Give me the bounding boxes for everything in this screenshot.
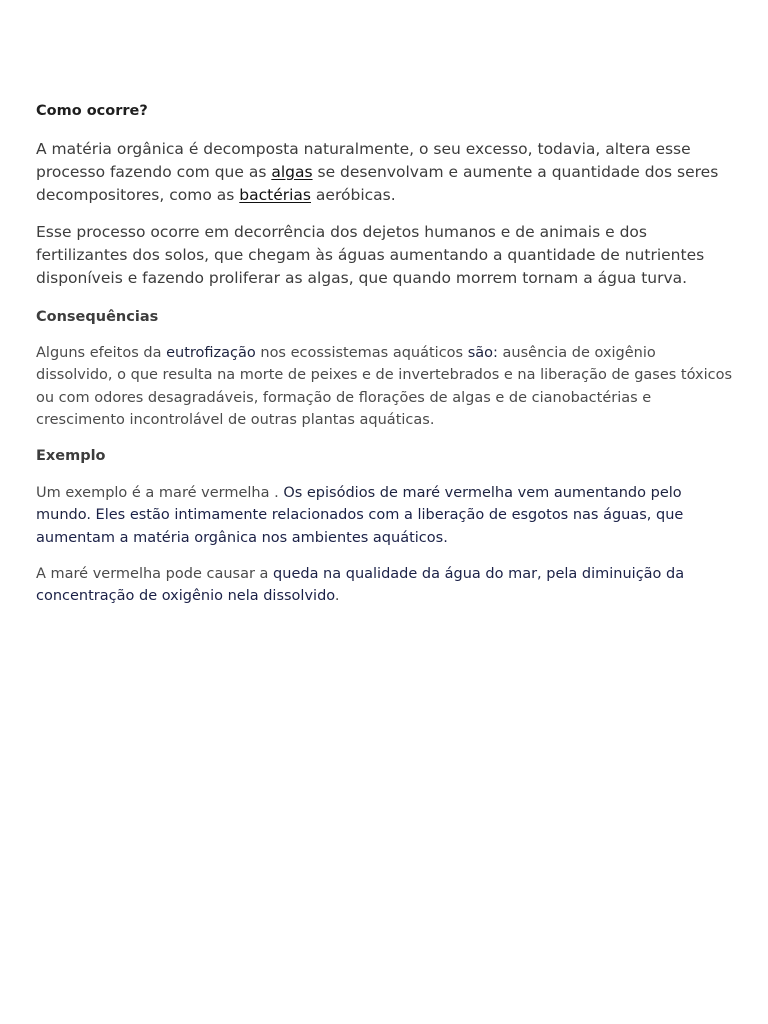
paragraph-efeitos	[36, 342, 736, 431]
heading-exemplo: Exemplo	[36, 448, 106, 465]
link-bacterias[interactable]: bactérias	[239, 186, 311, 204]
link-algas[interactable]: algas	[271, 163, 313, 181]
paragraph-mare-vermelha	[36, 563, 736, 608]
heading-consequencias: Consequências	[36, 309, 159, 325]
paragraph-decomposicao	[36, 138, 736, 207]
paragraph-text: A matéria orgânica é decomposta naturalmente, o seu excesso, todavia, altera esse processo fazendo com que as	[36, 140, 691, 181]
paragraph-text: Alguns efeitos da	[36, 345, 167, 361]
paragraph-text: A maré vermelha pode causar a	[36, 566, 274, 583]
term-eutrofizacao: eutrofização	[166, 345, 256, 361]
paragraph-text: Um exemplo é a maré vermelha .	[36, 485, 284, 502]
paragraph-text: ausência de oxigênio dissolvido, o que resulta na morte de peixes e de invertebrados e na liberação de gases tóxicos ou com odores desagradáveis, formação de florações de algas e de cianobactérias e crescimento incontrolável de outras plantas aquáticas.	[36, 345, 733, 428]
highlight-episodios: Os episódios de maré vermelha vem aumentando pelo mundo.	[36, 485, 682, 524]
highlight-relacao-esgotos: Eles estão intimamente relacionados com a liberação de esgotos nas águas, que aumentam a matéria orgânica nos ambientes aquáticos.	[36, 507, 684, 546]
paragraph-text: nos ecossistemas aquáticos	[255, 345, 468, 361]
paragraph-processo: Esse processo ocorre em decorrência dos dejetos humanos e de animais e dos fertilizantes dos solos, que chegam às águas aumentando a quantidade de nutrientes disponíveis e fazendo proliferar as algas, que quando morrem tornam a água turva.	[36, 223, 705, 287]
heading-como-ocorre: Como ocorre?	[36, 103, 148, 119]
highlight-qualidade-agua: queda na qualidade da água do mar, pela diminuição da concentração de oxigênio nela dissolvido	[36, 566, 685, 605]
paragraph-text: aeróbicas.	[311, 186, 396, 204]
term-sao: são:	[467, 345, 498, 361]
paragraph-exemplo	[36, 482, 736, 549]
paragraph-text: se desenvolvam e aumente a quantidade dos seres decompositores, como as	[36, 163, 719, 204]
paragraph-text: .	[334, 588, 340, 605]
article-body	[36, 100, 736, 622]
